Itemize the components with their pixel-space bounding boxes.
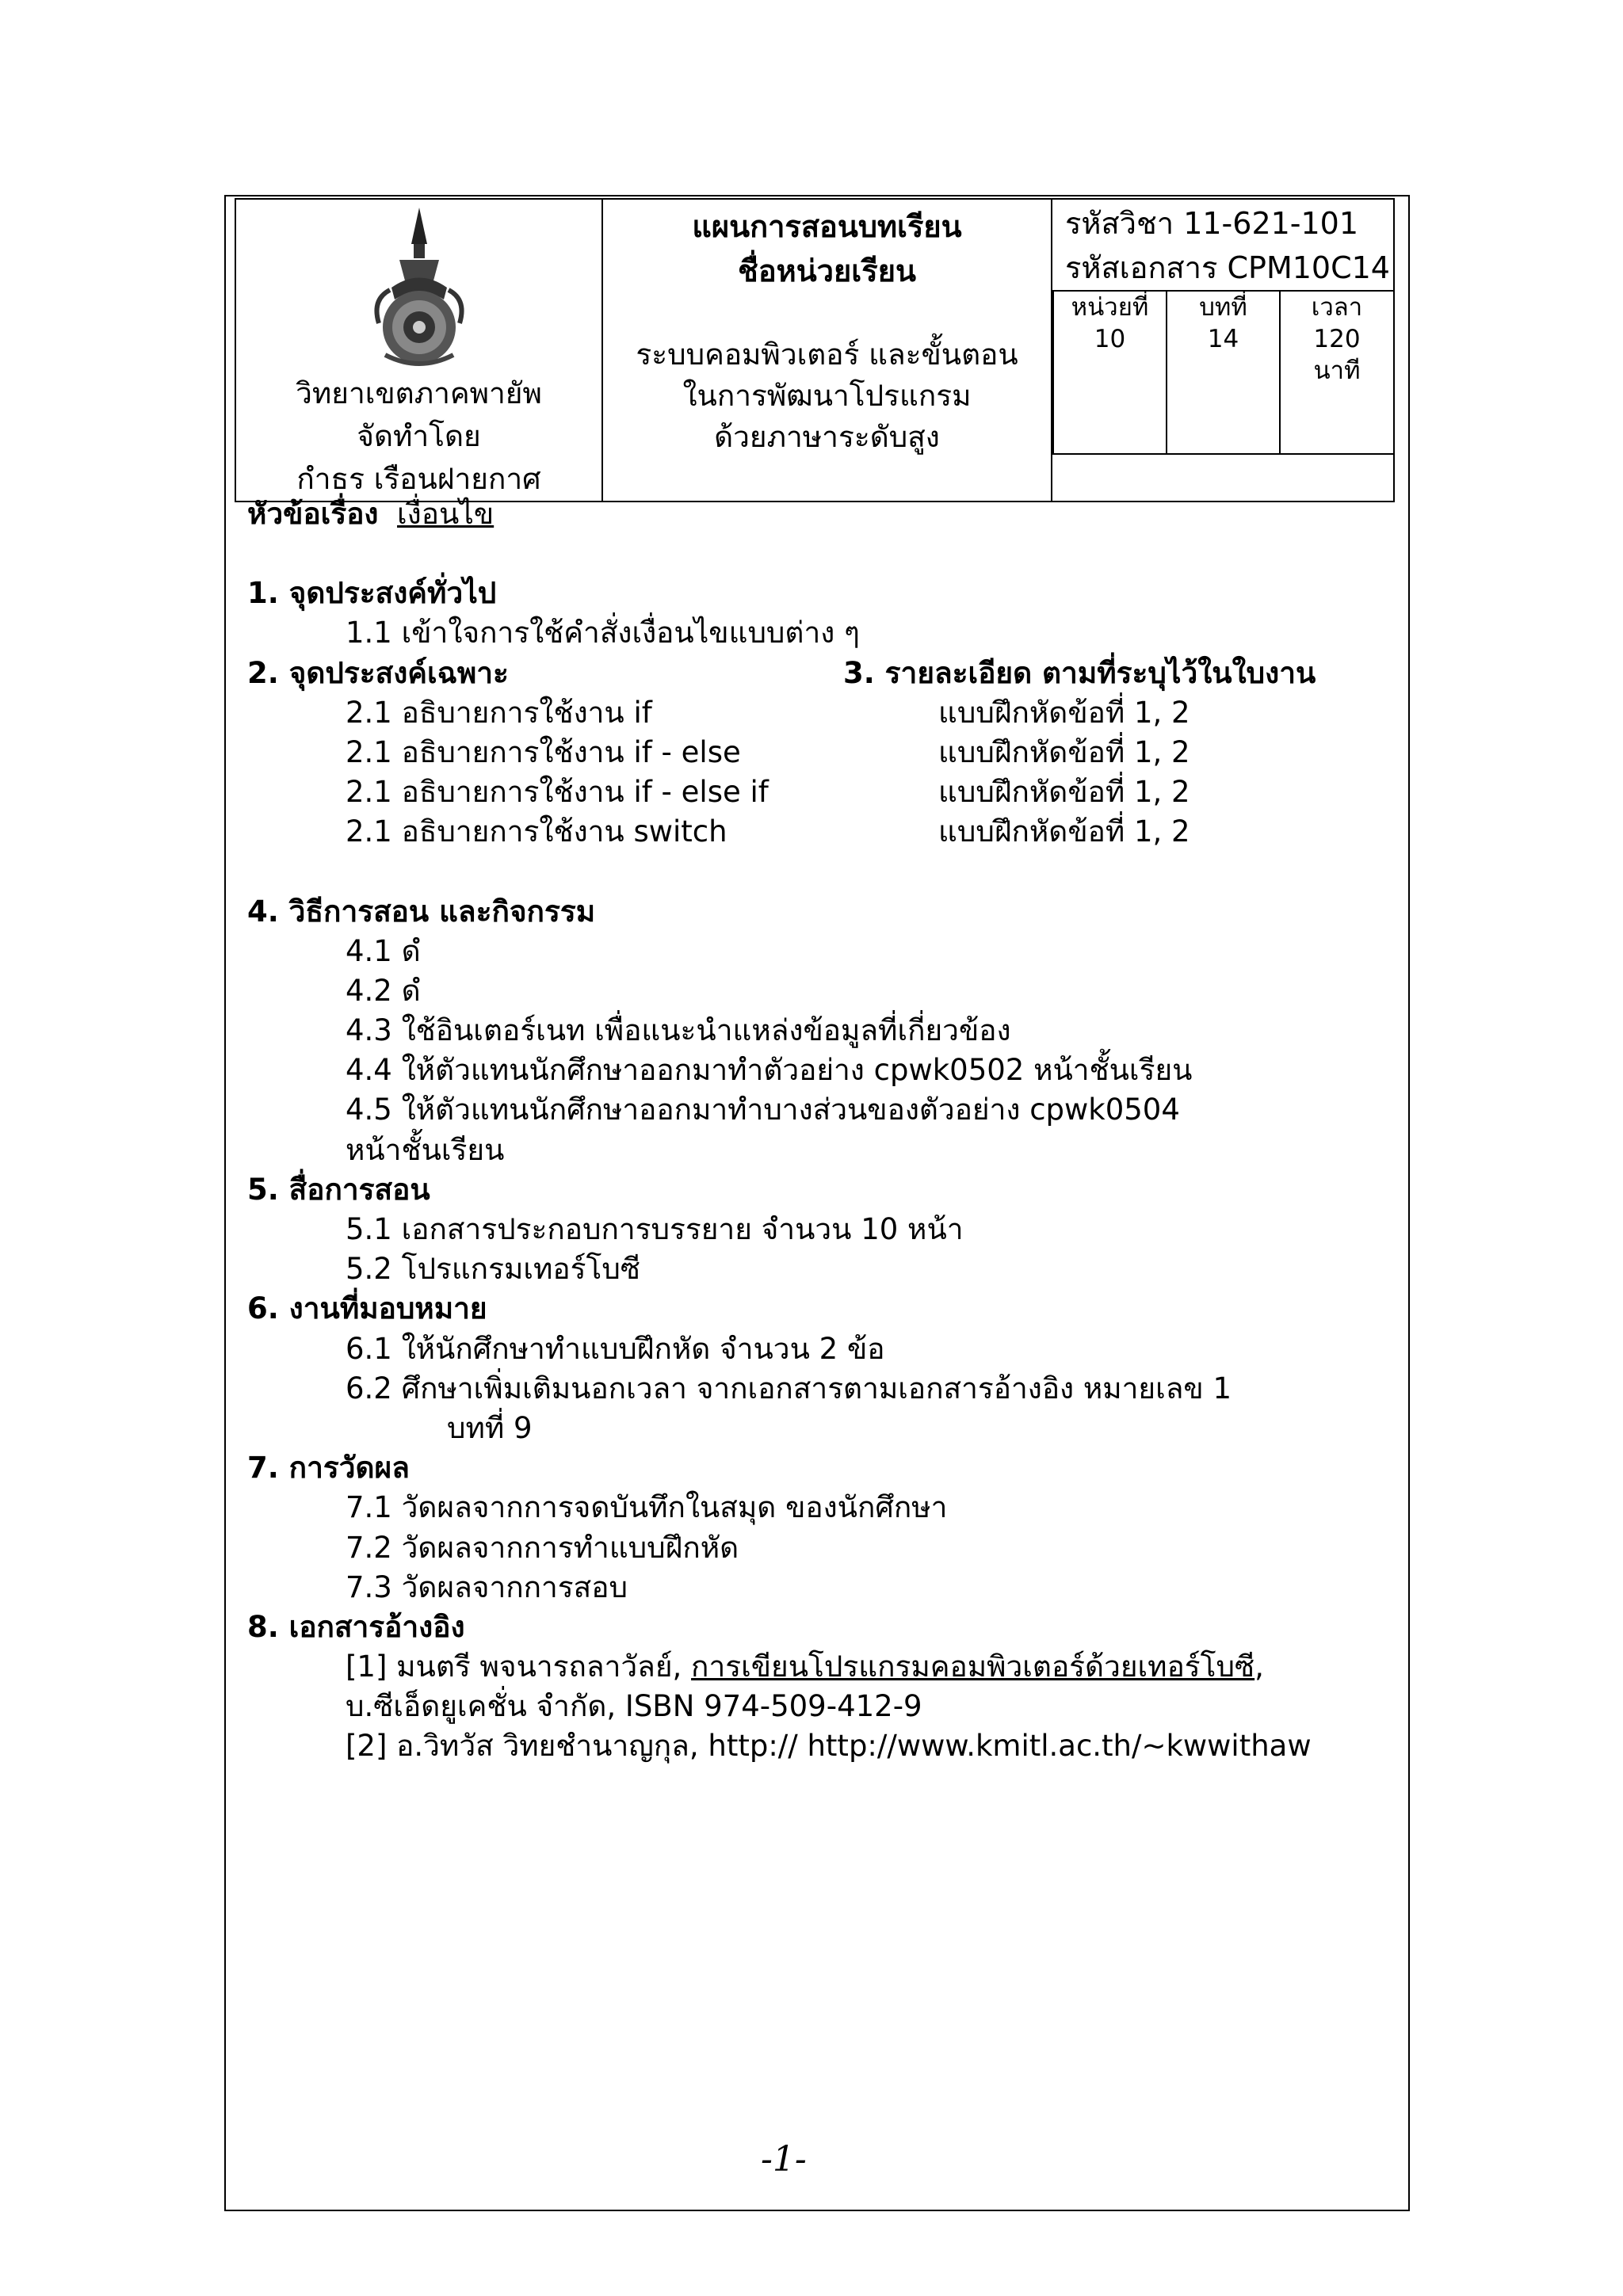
section-4-heading: 4. วิธีการสอน และกิจกรรม (247, 894, 596, 929)
s2-row (247, 772, 1396, 812)
unit-no-label: หน่วยที่ (1071, 293, 1149, 322)
unit-name-line-3: ด้วยภาษาระดับสูง (714, 420, 940, 454)
header-table (235, 198, 1395, 502)
university-emblem-icon (368, 204, 471, 371)
section-1-heading: 1. จุดประสงค์ทั่วไป (247, 576, 497, 611)
section-2-3-heading-row (247, 654, 1396, 693)
s2-item: 2.1 อธิบายการใช้งาน switch (346, 814, 727, 849)
page-number: -1- (761, 2139, 807, 2180)
s4-item: 4.3 ใช้อินเตอร์เนท เพื่อแนะนำแหล่งข้อมูลที่เกี่ยวข้อง (346, 1013, 1011, 1048)
unit-name-line-1: ระบบคอมพิวเตอร์ และขั้นตอน (636, 338, 1018, 372)
time-cell (1280, 291, 1393, 454)
section-8-heading: 8. เอกสารอ้างอิง (247, 1609, 465, 1644)
s7-item: 7.2 วัดผลจากการทำแบบฝึกหัด (346, 1530, 739, 1565)
time-unit: นาที (1313, 357, 1361, 385)
org-author: กำธร เรือนฝายกาศ (296, 462, 541, 496)
section-3-heading: 3. รายละเอียด ตามที่ระบุไว้ในใบงาน (843, 655, 1316, 690)
org-prepared-by: จัดทำโดย (357, 419, 481, 453)
s1-item: 1.1 เข้าใจการใช้คำสั่งเงื่อนไขแบบต่าง ๆ (346, 616, 860, 650)
s3-item: แบบฝึกหัดข้อที่ 1, 2 (938, 814, 1190, 849)
ref1-authors: [1] มนตรี พจนารถลาวัลย์, (346, 1650, 692, 1684)
chapter-cell (1167, 291, 1280, 454)
org-campus: วิทยาเขตภาคพายัพ (296, 376, 542, 410)
s6-item-continuation: บทที่ 9 (447, 1410, 533, 1445)
reference-1-publisher: บ.ซีเอ็ดยูเคชั่น จำกัด, ISBN 974-509-412-9 (346, 1689, 922, 1724)
unit-label: ชื่อหน่วยเรียน (738, 254, 916, 288)
topic-line (247, 494, 1396, 534)
s4-item-continuation: หน้าชั้นเรียน (346, 1132, 505, 1167)
lesson-plan-body (247, 494, 1396, 1767)
section-7-heading: 7. การวัดผล (247, 1451, 410, 1486)
s7-item: 7.1 วัดผลจากการจดบันทึกในสมุด ของนักศึกษา (346, 1490, 948, 1525)
s7-item: 7.3 วัดผลจากการสอบ (346, 1569, 628, 1604)
time-value: 120 (1313, 325, 1361, 353)
s4-item: 4.4 ให้ตัวแทนนักศึกษาออกมาทำตัวอย่าง cpwk0502 หน้าชั้นเรียน (346, 1053, 1193, 1088)
section-2-heading: 2. จุดประสงค์เฉพาะ (247, 655, 509, 690)
s2-row (247, 812, 1396, 852)
header-meta-table (1052, 290, 1393, 455)
time-label: เวลา (1311, 293, 1363, 322)
topic-value: เงื่อนไข (397, 497, 495, 531)
s3-item: แบบฝึกหัดข้อที่ 1, 2 (938, 695, 1190, 730)
unit-no-value: 10 (1094, 325, 1126, 353)
plan-title: แผนการสอนบทเรียน (692, 209, 962, 244)
s2-row (247, 733, 1396, 772)
s6-item: 6.1 ให้นักศึกษาทำแบบฝึกหัด จำนวน 2 ข้อ (346, 1331, 885, 1366)
chapter-label: บทที่ (1199, 293, 1247, 322)
s4-item: 4.5 ให้ตัวแทนนักศึกษาออกมาทำบางส่วนของตัวอย่าง cpwk0504 (346, 1093, 1180, 1127)
reference-2: [2] อ.วิทวัส วิทยชำนาญกุล, http:// http://www.kmitl.ac.th/~kwwithaw (346, 1729, 1312, 1764)
s6-item: 6.2 ศึกษาเพิ่มเติมนอกเวลา จากเอกสารตามเอกสารอ้างอิง หมายเลข 1 (346, 1371, 1232, 1405)
header-title-cell (602, 199, 1052, 502)
ref1-sep: , (1254, 1650, 1264, 1684)
unit-name-line-2: ในการพัฒนาโปรแกรม (682, 379, 972, 413)
s4-item: 4.2 ดํ (346, 973, 421, 1008)
s3-item: แบบฝึกหัดข้อที่ 1, 2 (938, 734, 1190, 769)
s2-item: 2.1 อธิบายการใช้งาน if - else (346, 734, 741, 769)
topic-label: หัวข้อเรื่อง (247, 497, 379, 531)
s2-item: 2.1 อธิบายการใช้งาน if (346, 695, 652, 730)
header-code-cell (1052, 199, 1394, 502)
unit-no-cell (1053, 291, 1167, 454)
s2-item: 2.1 อธิบายการใช้งาน if - else if (346, 775, 769, 810)
s5-item: 5.2 โปรแกรมเทอร์โบซี (346, 1252, 640, 1287)
s4-item: 4.1 ดํ (346, 933, 421, 968)
section-6-heading: 6. งานที่มอบหมาย (247, 1291, 487, 1326)
header-org-cell (235, 199, 602, 502)
s2-row (247, 693, 1396, 733)
ref1-title: การเขียนโปรแกรมคอมพิวเตอร์ด้วยเทอร์โบซี (691, 1650, 1255, 1684)
s5-item: 5.1 เอกสารประกอบการบรรยาย จำนวน 10 หน้า (346, 1212, 964, 1246)
chapter-value: 14 (1207, 325, 1239, 353)
doc-code: รหัสเอกสาร CPM10C14 (1065, 250, 1390, 285)
s3-item: แบบฝึกหัดข้อที่ 1, 2 (938, 775, 1190, 810)
course-code: รหัสวิชา 11-621-101 (1065, 206, 1359, 241)
reference-1 (247, 1647, 1396, 1687)
section-5-heading: 5. สื่อการสอน (247, 1172, 430, 1207)
